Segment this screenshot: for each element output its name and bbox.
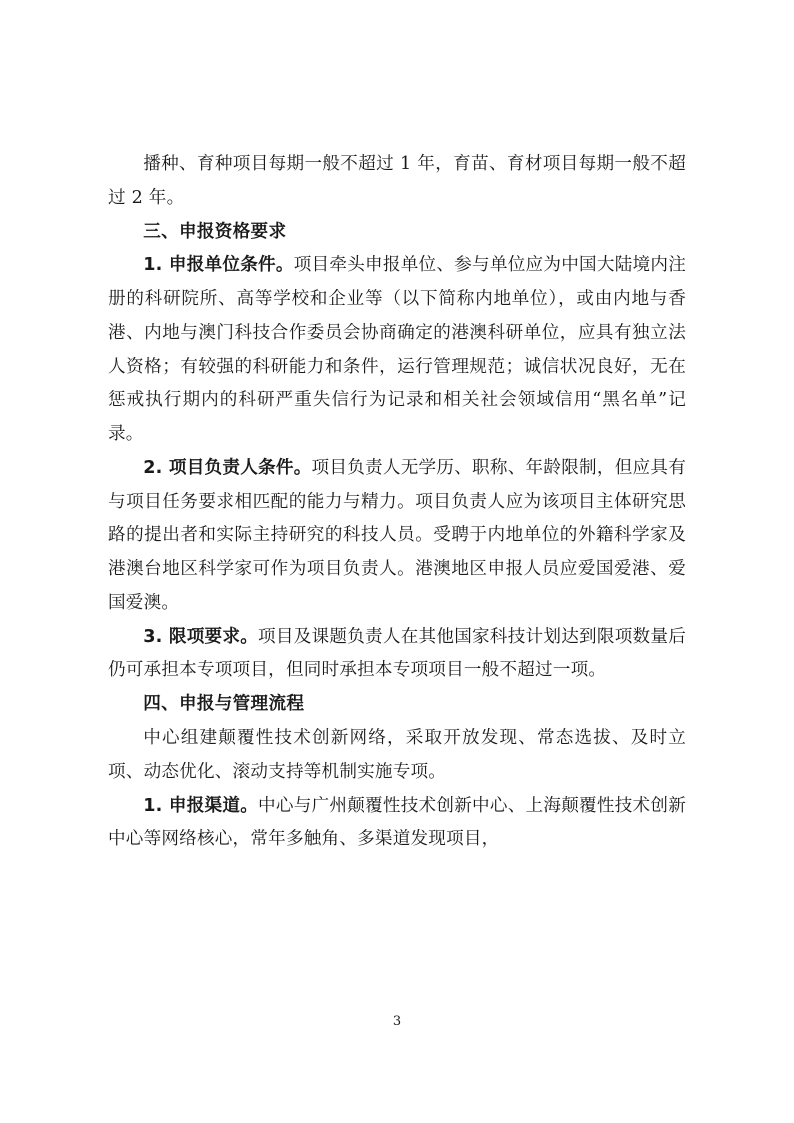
text-application-channel: 中心与广州颠覆性技术创新中心、上海颠覆性技术创新中心等网络核心，常年多触角、多渠道发现项目，	[108, 795, 686, 850]
paragraph-applicant-unit-requirements	[108, 249, 686, 452]
text-limit-requirements: 项目及课题负责人在其他国家科技计划达到限项数量后仍可承担本专项项目，但同时承担本专项项目一般不超过一项。	[108, 626, 686, 681]
heading-section-four: 四、申报与管理流程	[143, 694, 305, 715]
paragraph-project-leader-requirements	[108, 452, 686, 621]
text-applicant-unit-requirements: 项目牵头申报单位、参与单位应为中国大陆境内注册的科研院所、高等学校和企业等（以下简称内地单位），或由内地与香港、内地与澳门科技合作委员会协商确定的港澳科研单位，应具有独立法人资格；有较强的科研能力和条件，运行管理规范；诚信状况良好，无在惩戒执行期内的科研严重失信行为记录和相关社会领域信用“黑名单”记录。	[108, 255, 686, 445]
paragraph-limit-requirements	[108, 621, 686, 689]
paragraph-intro: 播种、育种项目每期一般不超过 1 年，育苗、育材项目每期一般不超过 2 年。	[108, 154, 686, 208]
paragraph-section-four-intro: 中心组建颠覆性技术创新网络，采取开放发现、常态选拔、及时立项、动态优化、滚动支持等机制实施专项。	[108, 728, 686, 782]
lead-project-leader-requirements: 2. 项目负责人条件。	[143, 457, 312, 478]
page-number: 3	[392, 1014, 402, 1029]
paragraph-application-channel	[108, 790, 686, 858]
heading-section-three: 三、申报资格要求	[143, 221, 287, 242]
lead-limit-requirements: 3. 限项要求。	[143, 626, 259, 647]
document-body	[108, 148, 686, 857]
lead-application-channel: 1. 申报渠道。	[143, 795, 259, 816]
lead-applicant-unit-requirements: 1. 申报单位条件。	[143, 255, 294, 276]
text-project-leader-requirements: 项目负责人无学历、职称、年龄限制，但应具有与项目任务要求相匹配的能力与精力。项目负责人应为该项目主体研究思路的提出者和实际主持研究的科技人员。受聘于内地单位的外籍科学家及港澳台地区科学家可作为项目负责人。港澳地区申报人员应爱国爱港、爱国爱澳。	[108, 457, 686, 613]
